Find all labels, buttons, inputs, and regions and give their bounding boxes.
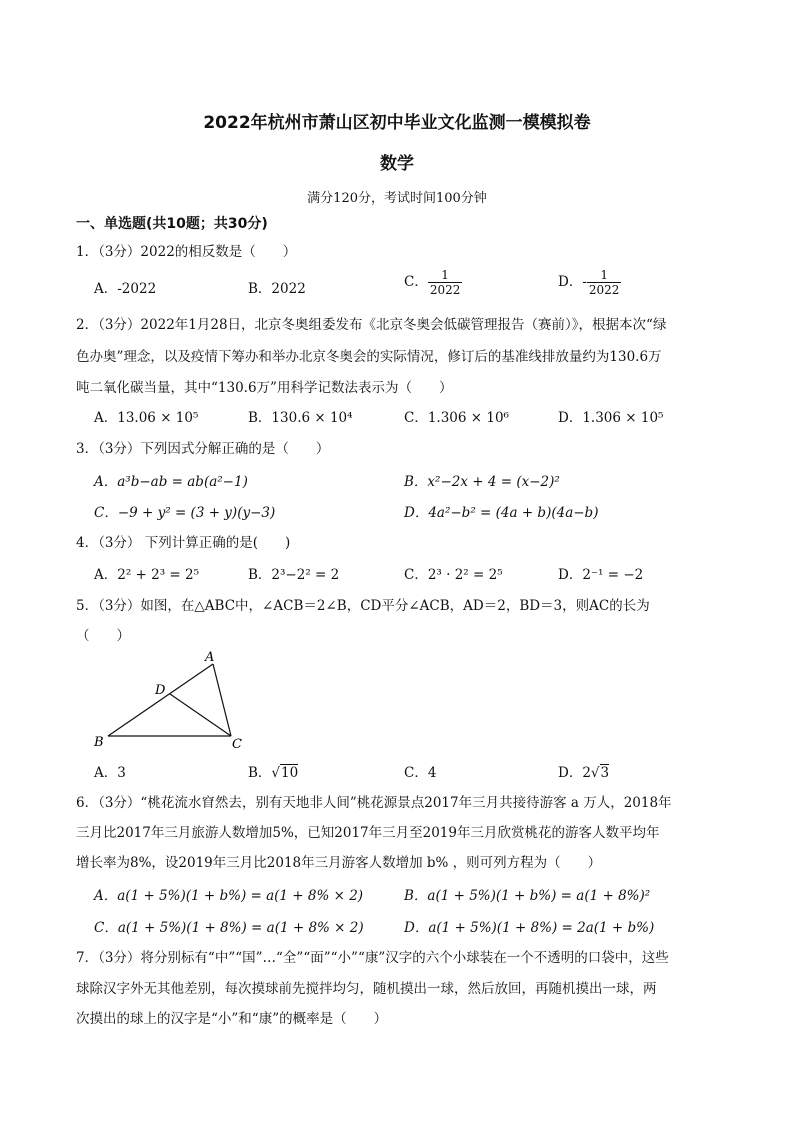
q5-stem-line-2: （ ） bbox=[76, 628, 130, 644]
fraction-denominator: 2022 bbox=[429, 283, 461, 297]
label-c: C bbox=[232, 737, 242, 752]
q1-option-c bbox=[404, 268, 462, 297]
exam-info: 满分120分，考试时间100分钟 bbox=[307, 191, 487, 206]
exam-title: 2022年杭州市萧山区初中毕业文化监测一模模拟卷 bbox=[203, 113, 591, 133]
q1-option-d-label: D．- bbox=[558, 274, 587, 290]
q6-option-b: B．a(1 + 5%)(1 + b%) = a(1 + 8%)² bbox=[404, 888, 651, 904]
q2-option-b: B．130.6 × 10⁴ bbox=[248, 410, 353, 426]
section-title: 一、单选题(共10题；共30分) bbox=[76, 216, 268, 232]
q5-option-a: A．3 bbox=[94, 765, 126, 781]
triangle-figure bbox=[88, 648, 258, 752]
q4-option-b: B．2³−2² = 2 bbox=[248, 567, 340, 583]
q1-option-c-label: C． bbox=[404, 274, 428, 290]
q2-stem-line-2: 色办奥”理念，以及疫情下筹办和举办北京冬奥会的实际情况，修订后的基准线排放量约为130.6万 bbox=[76, 349, 662, 365]
q4-option-d: D．2⁻¹ = −2 bbox=[558, 567, 644, 583]
label-b: B bbox=[94, 735, 104, 750]
label-d: D bbox=[155, 683, 166, 698]
q2-option-a: A．13.06 × 10⁵ bbox=[94, 410, 199, 426]
q2-stem-line-1: 2．（3分）2022年1月28日，北京冬奥组委发布《北京冬奥会低碳管理报告（赛前）》，根据本次“绿 bbox=[76, 317, 667, 333]
q1-option-a: A．-2022 bbox=[94, 281, 157, 297]
q5-option-b: B．√10 bbox=[248, 765, 299, 781]
q5-stem-line-1: 5．（3分）如图，在△ABC中，∠ACB＝2∠B，CD平分∠ACB，AD＝2，BD＝3，则AC的长为 bbox=[76, 598, 650, 614]
q1-option-d bbox=[558, 268, 621, 297]
q6-option-a: A．a(1 + 5%)(1 + b%) = a(1 + 8% × 2) bbox=[94, 888, 364, 904]
q5-option-d-radicand: 3 bbox=[600, 765, 610, 781]
q1-stem: 1．（3分）2022的相反数是（ ） bbox=[76, 244, 297, 260]
q4-stem: 4．（3分） 下列计算正确的是( ) bbox=[76, 535, 291, 551]
q7-stem-line-2: 球除汉字外无其他差别，每次摸球前先搅拌均匀，随机摸出一球，然后放回，再随机摸出一球，两 bbox=[76, 981, 657, 997]
exam-subject: 数学 bbox=[380, 154, 414, 174]
q2-stem-line-3: 吨二氧化碳当量，其中“130.6万”用科学记数法表示为（ ） bbox=[76, 380, 453, 396]
fraction-numerator: 1 bbox=[600, 268, 608, 282]
q3-option-c: C．−9 + y² = (3 + y)(y−3) bbox=[94, 505, 276, 521]
q6-stem-line-3: 增长率为8%，设2019年三月比2018年三月游客人数增加 b% ，则可列方程为（ ） bbox=[76, 855, 602, 871]
q7-stem-line-1: 7．（3分）将分别标有“中”“国”…“全”“面”“小”“康”汉字的六个小球装在一个不透明的口袋中，这些 bbox=[76, 950, 669, 966]
q3-stem: 3．（3分）下列因式分解正确的是（ ） bbox=[76, 441, 330, 457]
q1-option-d-fraction bbox=[587, 268, 622, 297]
q3-option-a: A．a³b−ab = ab(a²−1) bbox=[94, 474, 248, 490]
q5-option-d-label: D．2 bbox=[558, 765, 591, 781]
q3-option-d: D．4a²−b² = (4a + b)(4a−b) bbox=[404, 505, 599, 521]
q1-option-c-fraction bbox=[428, 268, 463, 297]
fraction-numerator: 1 bbox=[441, 268, 449, 282]
q6-stem-line-2: 三月比2017年三月旅游人数增加5%，已知2017年三月至2019年三月欣赏桃花的游客人数平均年 bbox=[76, 825, 660, 841]
q4-option-c: C．2³ · 2² = 2⁵ bbox=[404, 567, 503, 583]
q5-option-b-radicand: 10 bbox=[281, 765, 299, 781]
q7-stem-line-3: 次摸出的球上的汉字是“小”和“康”的概率是（ ） bbox=[76, 1011, 388, 1027]
q2-option-c: C．1.306 × 10⁶ bbox=[404, 410, 509, 426]
q6-stem-line-1: 6．（3分）“桃花流水窅然去，别有天地非人间”桃花源景点2017年三月共接待游客 a 万人，2018年 bbox=[76, 795, 672, 811]
q3-option-b: B．x²−2x + 4 = (x−2)² bbox=[404, 474, 560, 490]
q4-option-a: A．2² + 2³ = 2⁵ bbox=[94, 567, 200, 583]
q1-option-b: B．2022 bbox=[248, 281, 306, 297]
q5-option-c: C．4 bbox=[404, 765, 437, 781]
segment-ab bbox=[108, 664, 213, 736]
q5-option-b-label: B． bbox=[248, 765, 272, 781]
q5-option-d: D．2√3 bbox=[558, 765, 610, 781]
q6-option-c: C．a(1 + 5%)(1 + 8%) = a(1 + 8% × 2) bbox=[94, 920, 364, 936]
q6-option-d: D．a(1 + 5%)(1 + 8%) = 2a(1 + b%) bbox=[404, 920, 655, 936]
q2-option-d: D．1.306 × 10⁵ bbox=[558, 410, 664, 426]
label-a: A bbox=[205, 650, 215, 665]
fraction-denominator: 2022 bbox=[588, 283, 620, 297]
